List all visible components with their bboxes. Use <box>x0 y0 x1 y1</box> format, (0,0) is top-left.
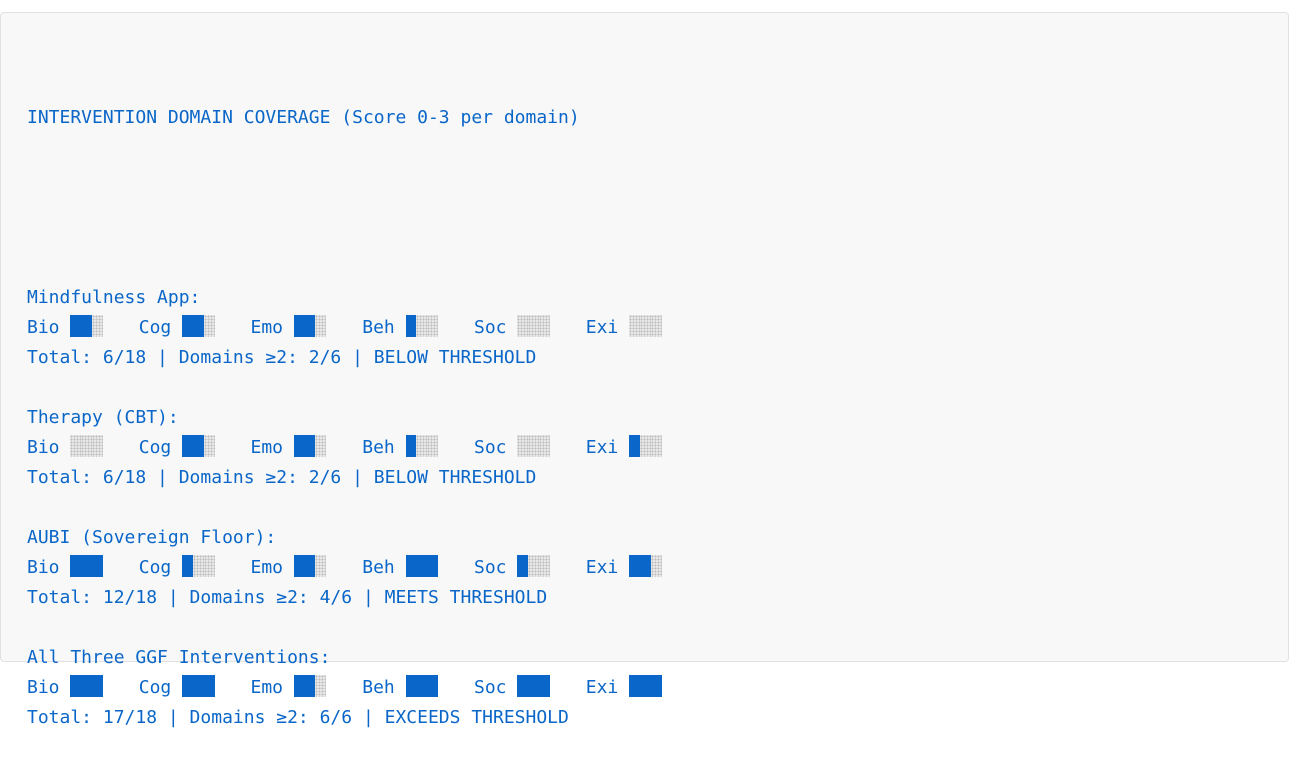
score-cell-empty <box>81 435 92 457</box>
score-cell-empty <box>640 315 651 337</box>
domain-score-bar <box>182 315 214 337</box>
score-cell-empty <box>640 435 651 457</box>
domain-score-bar <box>294 315 326 337</box>
domain-score-bar <box>629 315 661 337</box>
domain-label: Soc <box>474 437 518 458</box>
domain-label: Bio <box>27 677 71 698</box>
intervention-block <box>27 403 1288 523</box>
score-cell-filled <box>294 435 305 457</box>
score-cell-filled <box>305 435 316 457</box>
score-cell-filled <box>70 315 81 337</box>
score-cell-filled <box>70 675 81 697</box>
score-cell-filled <box>193 315 204 337</box>
chart-title: INTERVENTION DOMAIN COVERAGE (Score 0-3 per domain) <box>27 107 580 128</box>
score-cell-empty <box>416 315 427 337</box>
score-cell-empty <box>315 435 326 457</box>
domain-label: Emo <box>250 437 294 458</box>
domain-scores-row <box>27 673 1288 703</box>
domain-score-bar <box>294 675 326 697</box>
domain-scores-row <box>27 433 1288 463</box>
domain-label: Beh <box>362 317 406 338</box>
domain-score-bar <box>70 315 102 337</box>
domain-label: Bio <box>27 557 71 578</box>
intervention-summary: Total: 6/18 | Domains ≥2: 2/6 | BELOW THRESHOLD <box>27 347 537 368</box>
score-cell-filled <box>416 555 427 577</box>
score-cell-filled <box>406 435 417 457</box>
domain-label: Emo <box>250 677 294 698</box>
score-cell-empty <box>193 555 204 577</box>
intervention-block <box>27 643 1288 733</box>
domain-label: Bio <box>27 317 71 338</box>
domain-label: Emo <box>250 317 294 338</box>
score-cell-filled <box>305 675 316 697</box>
domain-score-bar <box>517 675 549 697</box>
score-cell-filled <box>92 675 103 697</box>
score-cell-empty <box>651 555 662 577</box>
domain-score-bar <box>406 675 438 697</box>
domain-label: Beh <box>362 677 406 698</box>
score-cell-filled <box>528 675 539 697</box>
domain-label: Exi <box>585 557 630 578</box>
score-cell-filled <box>294 555 305 577</box>
blank-line <box>27 373 1288 403</box>
domain-label: Soc <box>474 317 518 338</box>
score-cell-filled <box>81 315 92 337</box>
score-cell-filled <box>182 555 193 577</box>
domain-score-bar <box>517 555 549 577</box>
score-cell-filled <box>182 435 193 457</box>
score-cell-empty <box>315 675 326 697</box>
score-cell-empty <box>416 435 427 457</box>
blank-line <box>27 493 1288 523</box>
domain-score-bar <box>517 315 549 337</box>
domain-label: Cog <box>138 317 183 338</box>
score-cell-empty <box>528 315 539 337</box>
intervention-name: AUBI (Sovereign Floor): <box>27 527 277 548</box>
domain-label: Beh <box>362 437 406 458</box>
score-cell-filled <box>92 555 103 577</box>
domain-label: Beh <box>362 557 406 578</box>
score-cell-empty <box>528 555 539 577</box>
score-cell-empty <box>651 315 662 337</box>
score-cell-empty <box>517 315 528 337</box>
score-cell-empty <box>539 555 550 577</box>
domain-score-bar <box>70 675 102 697</box>
blank-line <box>27 613 1288 643</box>
score-cell-empty <box>315 315 326 337</box>
domain-score-bar <box>70 435 102 457</box>
blank-line <box>27 193 1288 223</box>
domain-score-bar <box>294 435 326 457</box>
score-cell-filled <box>305 315 316 337</box>
intervention-summary: Total: 12/18 | Domains ≥2: 4/6 | MEETS THRESHOLD <box>27 587 548 608</box>
intervention-list <box>27 283 1288 733</box>
score-cell-empty <box>651 435 662 457</box>
domain-score-bar <box>629 555 661 577</box>
domain-scores-row <box>27 313 1288 343</box>
domain-score-bar <box>406 555 438 577</box>
score-cell-filled <box>629 675 640 697</box>
score-cell-filled <box>427 555 438 577</box>
score-cell-empty <box>539 435 550 457</box>
domain-label: Soc <box>474 557 518 578</box>
score-cell-empty <box>427 315 438 337</box>
score-cell-filled <box>81 675 92 697</box>
domain-label: Bio <box>27 437 71 458</box>
score-cell-empty <box>315 555 326 577</box>
score-cell-empty <box>528 435 539 457</box>
intervention-block <box>27 523 1288 643</box>
score-cell-empty <box>204 315 215 337</box>
score-cell-empty <box>70 435 81 457</box>
domain-label: Cog <box>138 557 183 578</box>
domain-score-bar <box>182 435 214 457</box>
domain-score-bar <box>70 555 102 577</box>
domain-scores-row <box>27 553 1288 583</box>
score-cell-filled <box>294 315 305 337</box>
domain-score-bar <box>517 435 549 457</box>
score-cell-filled <box>182 675 193 697</box>
score-cell-filled <box>406 315 417 337</box>
domain-label: Emo <box>250 557 294 578</box>
domain-score-bar <box>182 555 214 577</box>
score-cell-empty <box>427 435 438 457</box>
intervention-summary: Total: 6/18 | Domains ≥2: 2/6 | BELOW THRESHOLD <box>27 467 537 488</box>
domain-label: Exi <box>585 437 630 458</box>
score-cell-empty <box>629 315 640 337</box>
intervention-name: Therapy (CBT): <box>27 407 179 428</box>
score-cell-filled <box>629 555 640 577</box>
intervention-name: Mindfulness App: <box>27 287 201 308</box>
score-cell-filled <box>193 435 204 457</box>
domain-score-bar <box>629 435 661 457</box>
score-cell-filled <box>193 675 204 697</box>
score-cell-filled <box>305 555 316 577</box>
domain-score-bar <box>294 555 326 577</box>
score-cell-filled <box>427 675 438 697</box>
score-cell-empty <box>92 315 103 337</box>
code-block <box>0 12 1289 728</box>
intervention-summary: Total: 17/18 | Domains ≥2: 6/6 | EXCEEDS THRESHOLD <box>27 707 569 728</box>
score-cell-filled <box>416 675 427 697</box>
domain-score-bar <box>406 315 438 337</box>
domain-label: Cog <box>138 437 183 458</box>
score-cell-filled <box>640 555 651 577</box>
score-cell-filled <box>629 435 640 457</box>
domain-score-bar <box>182 675 214 697</box>
domain-score-bar <box>406 435 438 457</box>
score-cell-filled <box>70 555 81 577</box>
score-cell-filled <box>406 675 417 697</box>
intervention-block <box>27 283 1288 403</box>
domain-label: Exi <box>585 317 630 338</box>
domain-label: Cog <box>138 677 183 698</box>
score-cell-filled <box>517 555 528 577</box>
score-cell-empty <box>517 435 528 457</box>
domain-label: Exi <box>585 677 630 698</box>
score-cell-filled <box>517 675 528 697</box>
score-cell-empty <box>204 435 215 457</box>
domain-score-bar <box>629 675 661 697</box>
score-cell-filled <box>81 555 92 577</box>
domain-label: Soc <box>474 677 518 698</box>
score-cell-empty <box>92 435 103 457</box>
score-cell-filled <box>539 675 550 697</box>
intervention-name: All Three GGF Interventions: <box>27 647 331 668</box>
score-cell-filled <box>294 675 305 697</box>
score-cell-filled <box>406 555 417 577</box>
score-cell-filled <box>651 675 662 697</box>
score-cell-empty <box>539 315 550 337</box>
score-cell-filled <box>640 675 651 697</box>
score-cell-filled <box>204 675 215 697</box>
score-cell-empty <box>204 555 215 577</box>
score-cell-filled <box>182 315 193 337</box>
